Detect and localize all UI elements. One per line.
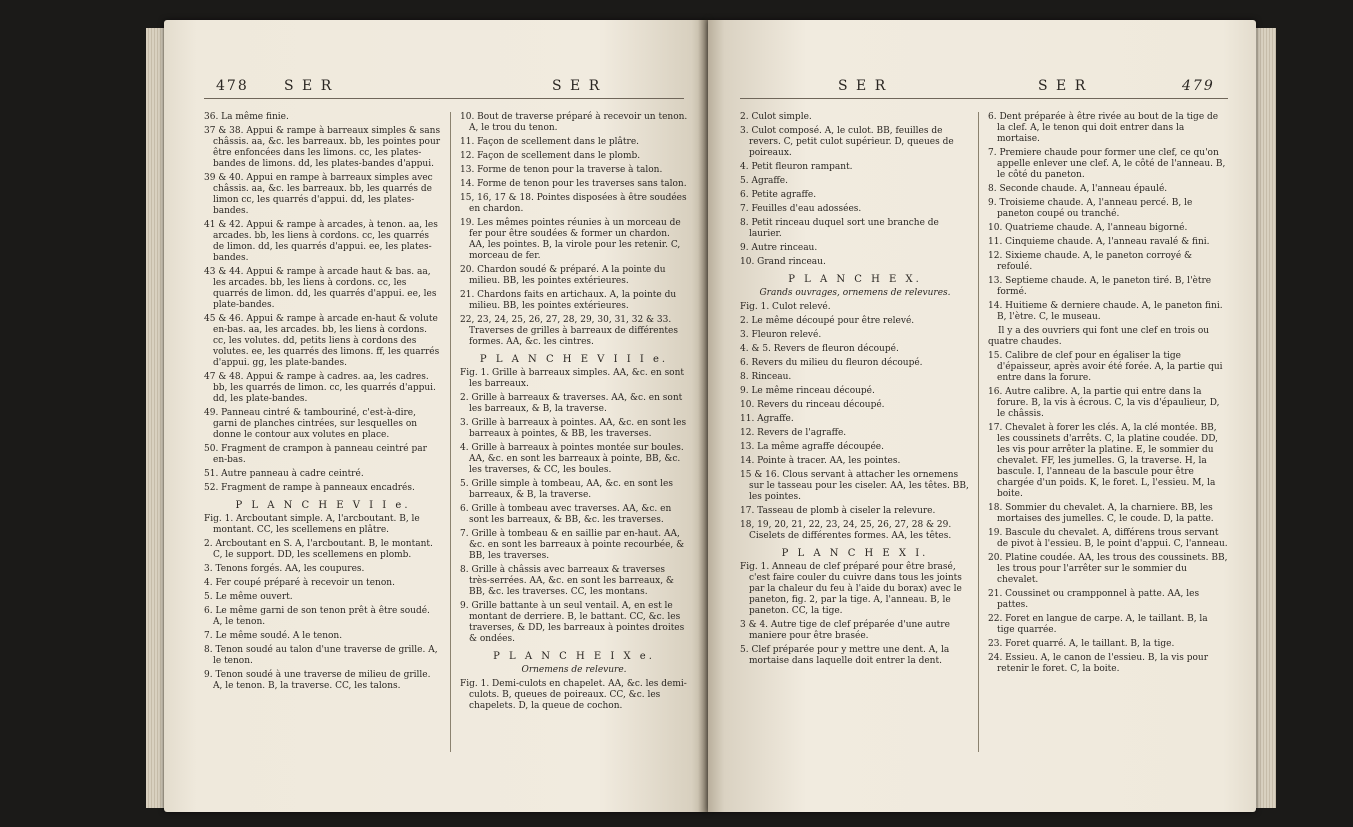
page-edges-left [146,28,166,808]
entry-paragraph: 3. Fleuron relevé. [740,330,822,340]
entry-paragraph: 10. Grand rinceau. [740,257,826,267]
entry-paragraph: 14. Pointe à tracer. AA, les pointes. [740,456,901,466]
open-book [14,12,1344,820]
right-page-column-1 [740,112,970,670]
entry-paragraph: 8. Tenon soudé au talon d'une traverse de grille. A, le tenon. [204,645,438,666]
entry-paragraph: 21. Coussinet ou crampponnel à patte. AA, les pattes. [988,589,1200,610]
entry-paragraph: 16. Autre calibre. A, la partie qui entre dans la forure. B, la vis à écrous. C, la vis d'épaulieur, D, le châssis. [988,387,1220,419]
entry-paragraph: 49. Panneau cintré & tambouriné, c'est-à-dire, garni de planches cintrées, sur lesquelles on donne le contour aux volutes en place. [204,408,418,440]
entry-paragraph: 14. Forme de tenon pour les traverses sans talon. [460,179,687,189]
note-paragraph: Il y a des ouvriers qui font une clef en trois ou quatre chaudes. [988,326,1210,347]
header-rule [204,98,684,99]
left-page-number: 478 [216,78,249,94]
entry-paragraph: 15 & 16. Clous servant à attacher les ornemens sur le tasseau pour les ciseler. AA, les têtes. BB, les pointes. [740,470,969,502]
entry-paragraph: 7. Premiere chaude pour former une clef, ce qu'on appelle enlever une clef. A, le côté de l'anneau. B, le côté du paneton. [988,148,1226,180]
entry-paragraph: 10. Bout de traverse préparé à recevoir un tenon. A, le trou du tenon. [460,112,688,133]
entry-paragraph: 2. Arcboutant en S. A, l'arcboutant. B, le montant. C, le support. DD, les scellemens en plomb. [204,539,433,560]
entry-paragraph: 20. Platine coudée. AA, les trous des coussinets. BB, les trous pour l'arrêter sur le sommier du chevalet. [988,553,1228,585]
entry-paragraph: 9. Autre rinceau. [740,243,818,253]
right-running-head-2: S E R [1038,78,1088,94]
entry-paragraph: 36. La même finie. [204,112,289,122]
header-rule [740,98,1228,99]
entry-paragraph: 45 & 46. Appui & rampe à arcade en-haut & volute en-bas. aa, les arcades. bb, les liens à cordons. cc, les volutes. dd, petits liens à cordons des volutes. ee, les quarrés des limons. ff, les quarrés d'appui. gg, les plate-bandes. [204,314,440,368]
entry-paragraph: 39 & 40. Appui en rampe à barreaux simples avec châssis. aa, &c. les barreaux. bb, les quarrés de limon cc, les quarrés d'appui. dd, les plates-bandes. [204,173,433,216]
entry-paragraph: 15, 16, 17 & 18. Pointes disposées à être soudées en chardon. [460,193,687,214]
entry-paragraph: 3. Culot composé. A, le culot. BB, feuilles de revers. C, petit culot supérieur. D, queues de poireaux. [740,126,954,158]
entry-paragraph: 43 & 44. Appui & rampe à arcade haut & bas. aa, les arcades. bb, les liens à cordons. cc, les quarrés de limon. dd, les quarrés d'appui. ee, les plate-bandes. [204,267,437,310]
entry-paragraph: 5. Agraffe. [740,176,788,186]
entry-paragraph: 2. Grille à barreaux & traverses. AA, &c. en sont les barreaux, & B, la traverse. [460,393,683,414]
entry-paragraph: 19. Les mêmes pointes réunies à un morceau de fer pour être soudées & former un chardon. AA, les pointes. B, la virole pour les retenir. C, morceau de fer. [460,218,681,261]
entry-paragraph: 11. Cinquieme chaude. A, l'anneau ravalé & fini. [988,237,1210,247]
entry-paragraph: Fig. 1. Grille à barreaux simples. AA, &c. en sont les barreaux. [460,368,685,389]
right-running-head-1: S E R [838,78,888,94]
entry-paragraph: 22. Foret en langue de carpe. A, le taillant. B, la tige quarrée. [988,614,1208,635]
entry-paragraph: 3 & 4. Autre tige de clef préparée d'une autre maniere pour être brasée. [740,620,950,641]
entry-paragraph: 13. La même agraffe découpée. [740,442,884,452]
entry-paragraph: 8. Petit rinceau duquel sort une branche de laurier. [740,218,939,239]
left-page-column-2 [460,112,688,715]
entry-paragraph: 9. Tenon soudé à une traverse de milieu de grille. A, le tenon. B, la traverse. CC, les talons. [204,670,431,691]
entry-paragraph: Fig. 1. Arcboutant simple. A, l'arcboutant. B, le montant. CC, les scellemens en plâtre. [204,514,420,535]
plate-heading: P L A N C H E I X e. [493,651,655,662]
entry-paragraph: 7. Le même soudé. A le tenon. [204,631,343,641]
entry-paragraph: 7. Feuilles d'eau adossées. [740,204,862,214]
entry-paragraph: 11. Façon de scellement dans le plâtre. [460,137,640,147]
column-divider [450,112,451,752]
entry-paragraph: 23. Foret quarré. A, le taillant. B, la tige. [988,639,1175,649]
entry-paragraph: 4. Petit fleuron rampant. [740,162,853,172]
entry-paragraph: 5. Grille simple à tombeau, AA, &c. en sont les barreaux, & B, la traverse. [460,479,673,500]
entry-paragraph: 12. Façon de scellement dans le plomb. [460,151,641,161]
entry-paragraph: 19. Bascule du chevalet. A, différens trous servant de pivot à l'essieu. B, le point d'appui. C, l'anneau. [988,528,1228,549]
entry-paragraph: 20. Chardon soudé & préparé. A la pointe du milieu. BB, les pointes extérieures. [460,265,666,286]
entry-paragraph: 8. Rinceau. [740,372,792,382]
entry-paragraph: 17. Chevalet à forer les clés. A, la clé montée. BB, les coussinets d'arrêts. C, la platine coudée. DD, les vis pour arrêter la platine. E, le sommier du chevalet. FF, les jumelles. G, la traverse. H, la bascule. I, l'anneau de la bascule pour être chargée d'un poids. K, le foret. L, l'essieu. M, la boite. [988,423,1219,499]
entry-paragraph: 10. Quatrieme chaude. A, l'anneau bigorné. [988,223,1188,233]
entry-paragraph: 51. Autre panneau à cadre ceintré. [204,469,364,479]
entry-paragraph: 3. Grille à barreaux à pointes. AA, &c. en sont les barreaux à pointes, & BB, les traverses. [460,418,687,439]
entry-paragraph: 47 & 48. Appui & rampe à cadres. aa, les cadres. bb, les quarrés de limon. cc, les quarrés d'appui. dd, les plate-bandes. [204,372,436,404]
entry-paragraph: 18. Sommier du chevalet. A, la charniere. BB, les mortaises des jumelles. C, le coude. D, la patte. [988,503,1214,524]
entry-paragraph: 7. Grille à tombeau & en saillie par en-haut. AA, &c. en sont les barreaux à pointe recourbée, & BB, les traverses. [460,529,685,561]
right-page-column-2 [988,112,1228,678]
entry-paragraph: 5. Clef préparée pour y mettre une dent. A, la mortaise dans laquelle doit entrer la dent. [740,645,950,666]
entry-paragraph: Fig. 1. Anneau de clef préparé pour être brasé, c'est faire couler du cuivre dans tous les joints par la chaleur du feu à l'aide du borax) avec le paneton, fig. 2, par la tige. A, l'anneau. B, le paneton. CC, la tige. [740,562,962,616]
entry-paragraph: 10. Revers du rinceau découpé. [740,400,885,410]
entry-paragraph: 6. Grille à tombeau avec traverses. AA, &c. en sont les barreaux, & BB, &c. les traverses. [460,504,672,525]
entry-paragraph: 8. Seconde chaude. A, l'anneau épaulé. [988,184,1168,194]
entry-paragraph: 5. Le même ouvert. [204,592,293,602]
entry-paragraph: Fig. 1. Demi-culots en chapelet. AA, &c. les demi-culots. B, queues de poireaux. CC, &c. les chapelets. D, la queue de cochon. [460,679,687,711]
entry-paragraph: 12. Revers de l'agraffe. [740,428,847,438]
entry-paragraph: 21. Chardons faits en artichaux. A, la pointe du milieu. BB, les pointes extérieures. [460,290,677,311]
entry-paragraph: 4. Fer coupé préparé à recevoir un tenon. [204,578,395,588]
entry-paragraph: 24. Essieu. A, le canon de l'essieu. B, la vis pour retenir le foret. C, la boite. [988,653,1209,674]
entry-paragraph: 52. Fragment de rampe à panneaux encadrés. [204,483,415,493]
entry-paragraph: 15. Calibre de clef pour en égaliser la tige d'épaisseur, après avoir été forée. A, la partie qui entre dans la forure. [988,351,1223,383]
plate-subheading: Grands ouvrages, ornemens de relevures. [759,288,951,298]
page-edges-right [1254,28,1276,808]
entry-paragraph: 6. Dent préparée à être rivée au bout de la tige de la clef. A, le tenon qui doit entrer dans la mortaise. [988,112,1219,144]
right-page [708,20,1256,812]
entry-paragraph: 50. Fragment de crampon à panneau ceintré par en-bas. [204,444,427,465]
column-divider [978,112,979,752]
entry-paragraph: 12. Sixieme chaude. A, le paneton corroyé & refoulé. [988,251,1193,272]
entry-paragraph: 6. Le même garni de son tenon prêt à être soudé. A, le tenon. [204,606,430,627]
entry-paragraph: 4. & 5. Revers de fleuron découpé. [740,344,899,354]
left-page [164,20,708,812]
entry-paragraph: 2. Le même découpé pour être relevé. [740,316,915,326]
plate-heading: P L A N C H E V I I e. [235,500,411,511]
plate-heading: P L A N C H E X I. [781,548,929,559]
entry-paragraph: 13. Forme de tenon pour la traverse à talon. [460,165,663,175]
entry-paragraph: 11. Agraffe. [740,414,794,424]
plate-heading: P L A N C H E X. [788,274,922,285]
entry-paragraph: 8. Grille à châssis avec barreaux & traverses très-serrées. AA, &c. en sont les barreaux, & BB, &c. les traverses. CC, les montans. [460,565,674,597]
plate-heading: P L A N C H E V I I I e. [479,354,669,365]
entry-paragraph: Fig. 1. Culot relevé. [740,302,831,312]
entry-paragraph: 41 & 42. Appui & rampe à arcades, à tenon. aa, les arcades. bb, les liens à cordons. cc, les quarrés de limon. dd, les quarrés d'appui. ee, les plates-bandes. [204,220,438,263]
entry-paragraph: 37 & 38. Appui & rampe à barreaux simples & sans châssis. aa, &c. les barreaux. bb, les pointes pour être enfoncées dans les limons. cc, les plates-bandes de limons. dd, les plates-bandes d'appui. [204,126,441,169]
entry-paragraph: 2. Culot simple. [740,112,812,122]
left-running-head-1: S E R [284,78,334,94]
left-running-head-2: S E R [552,78,602,94]
entry-paragraph: 9. Troisieme chaude. A, l'anneau percé. B, le paneton coupé ou tranché. [988,198,1193,219]
entry-paragraph: 13. Septieme chaude. A, le paneton tiré. B, l'ètre formé. [988,276,1212,297]
entry-paragraph: 9. Le même rinceau découpé. [740,386,875,396]
entry-paragraph: 9. Grille battante à un seul ventail. A, en est le montant de derriere. B, le battant. CC, &c. les traverses, & DD, les barreaux à pointes droites & ondées. [460,601,685,644]
left-page-column-1 [204,112,442,695]
plate-subheading: Ornemens de relevure. [521,665,627,675]
entry-paragraph: 22, 23, 24, 25, 26, 27, 28, 29, 30, 31, 32 & 33. Traverses de grilles à barreaux de différentes formes. AA, &c. les cintres. [460,315,678,347]
entry-paragraph: 6. Revers du milieu du fleuron découpé. [740,358,923,368]
entry-paragraph: 17. Tasseau de plomb à ciseler la relevure. [740,506,936,516]
right-page-number: 479 [1182,78,1215,94]
entry-paragraph: 3. Tenons forgés. AA, les coupures. [204,564,365,574]
entry-paragraph: 14. Huitieme & derniere chaude. A, le paneton fini. B, l'ètre. C, le museau. [988,301,1223,322]
entry-paragraph: 18, 19, 20, 21, 22, 23, 24, 25, 26, 27, 28 & 29. Ciselets de différentes formes. AA, les têtes. [740,520,952,541]
entry-paragraph: 4. Grille à barreaux à pointes montée sur boules. AA, &c. en sont les barreaux à pointe, BB, &c. les traverses, & CC, les boules. [460,443,684,475]
entry-paragraph: 6. Petite agraffe. [740,190,817,200]
